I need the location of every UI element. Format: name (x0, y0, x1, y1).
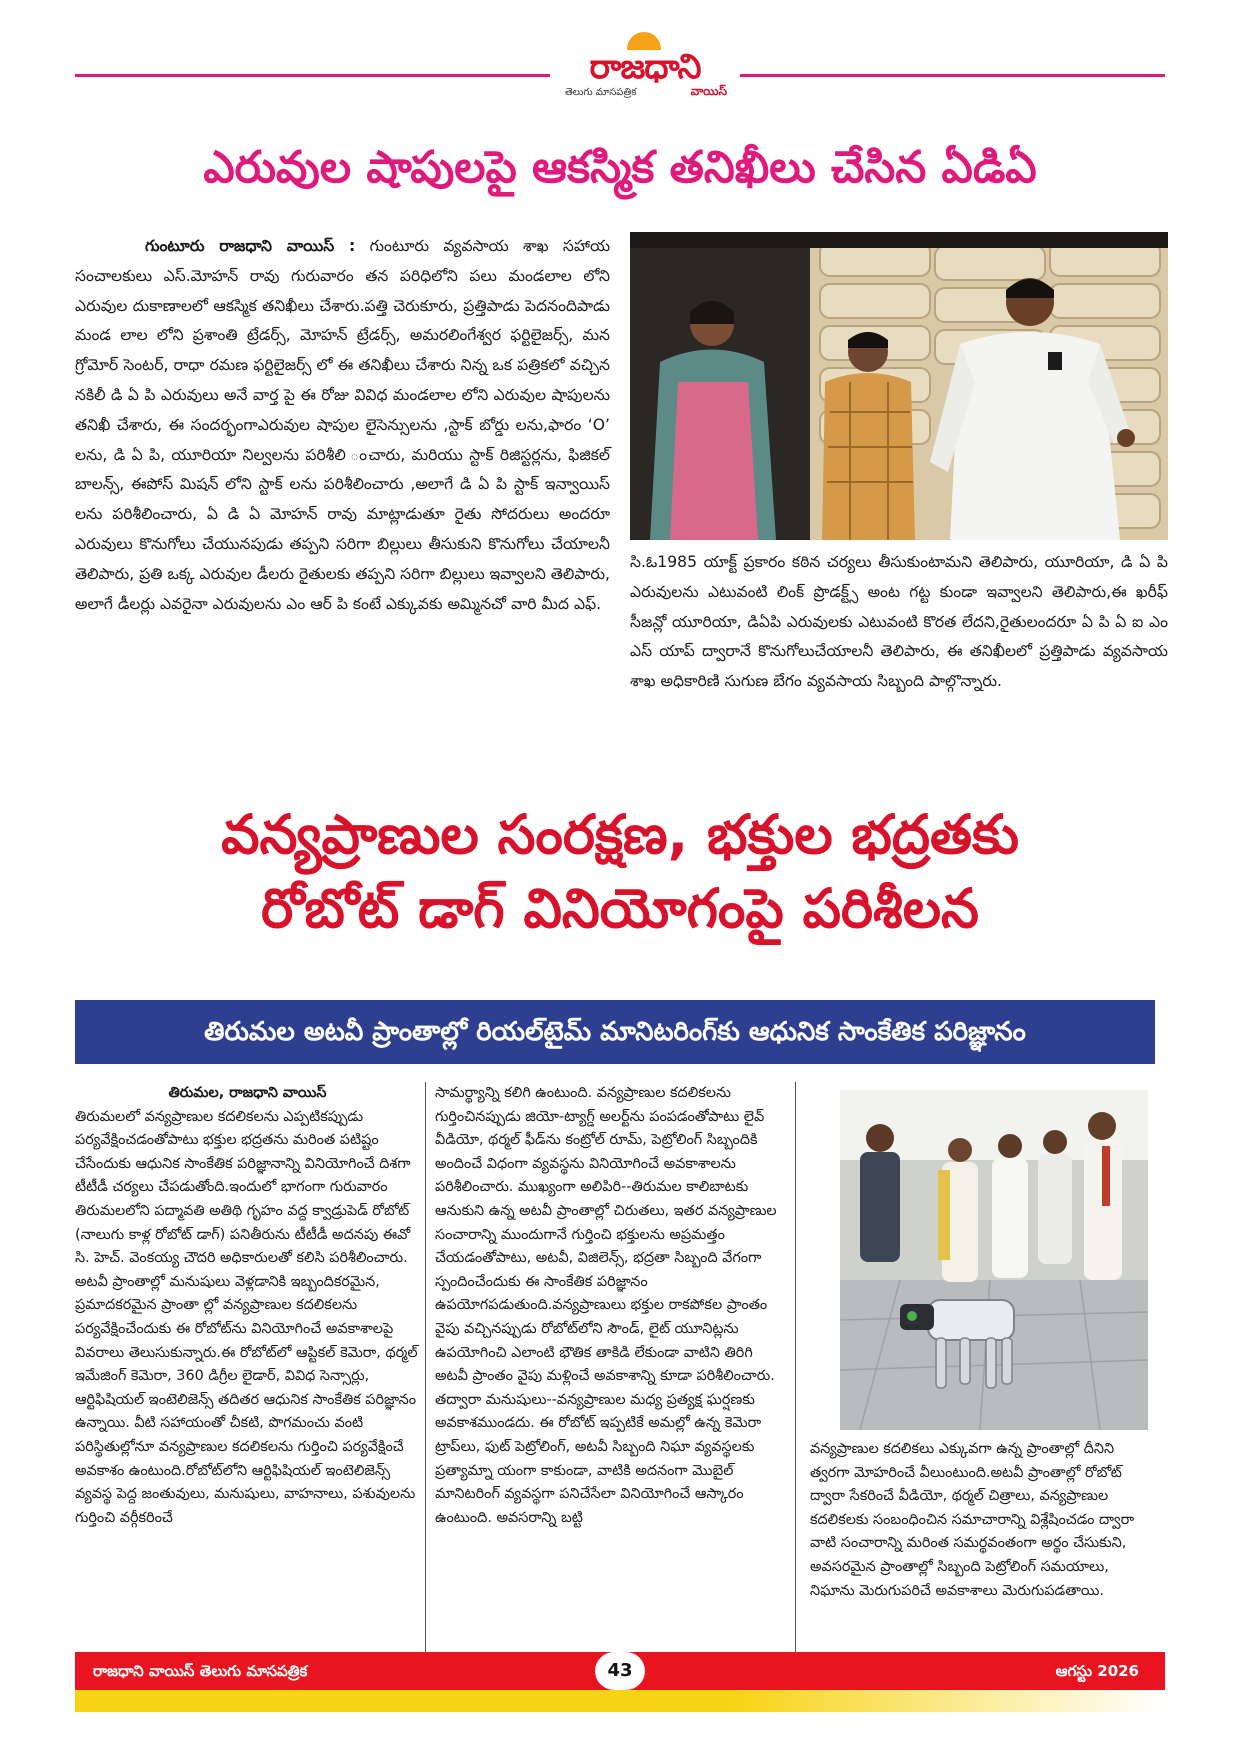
article2-headline (75, 798, 1165, 946)
article2-photo (840, 1090, 1148, 1430)
article1-photo (630, 232, 1168, 540)
article1-body (75, 232, 610, 619)
column-divider (795, 1082, 796, 1660)
page-footer (75, 1652, 1165, 1690)
publication-logo (555, 32, 735, 102)
article2-dateline: తిరుమల, రాజధాని వాయిస్ (168, 1085, 327, 1101)
article1-dateline: గుంటూరు రాజధాని వాయిస్ : (145, 237, 356, 255)
article2-col1-text: తిరుమలలో వన్యప్రాణుల కదలికలను ఎప్పటికప్పుడు పర్యవేక్షించడంతోపాటు భక్తుల భద్రతను మరింత పటిష్టం చేసేందుకు ఆధునిక సాంకేతిక పరిజ్ఞానాన్ని వినియోగించే దిశగా టీటీడీ చర్యలు చేపడుతోంది.ఇందులో భాగంగా గురువారం తిరుమలలోని పద్మావతి అతిథి గృహం వద్ద క్వాడ్రుపెడ్ రోబోట్ (నాలుగు కాళ్ల రోబోట్ డాగ్) పనితీరును టీటీడీ అదనపు ఈవో సి. హెచ్. వెంకయ్య చౌదరి అధికారులతో కలిసి పరిశీలించారు. అటవీ ప్రాంతాల్లో మనుషులు వెళ్లడానికి ఇబ్బందికరమైన, ప్రమాదకరమైన ప్రాంతా ల్లో వన్యప్రాణుల కదలికలను పర్యవేక్షించేందుకు ఈ రోబోట్‌ను వినియోగించే అవకాశాలపై వివరాలు తెలుసుకున్నారు.ఈ రోబోట్‌లో ఆప్టికల్ కెమెరా, థర్మల్ ఇమేజింగ్ కెమెరా, 360 డిగ్రీల లైడార్, వివిధ సెన్సార్లు, ఆర్టిఫిషియల్ ఇంటెలిజెన్స్ తదితర ఆధునిక సాంకేతిక పరిజ్ఞానం ఉన్నాయి. వీటి సహాయంతో చీకటి, పొగమంచు వంటి పరిస్థితుల్లోనూ వన్యప్రాణుల కదలికలను గుర్తించి పర్యవేక్షించే అవకాశం ఉంటుంది.రోబోట్‌లోని ఆర్టిఫిషియల్ ఇంటెలిజెన్స్ వ్యవస్థ పెద్ద జంతువులు, మనుషులు, వాహనాలు, పశువులను గుర్తించి వర్గీకరించే (75, 1108, 418, 1526)
article1-text: గుంటూరు వ్యవసాయ శాఖ సహాయ సంచాలకులు ఎస్.మోహన్ రావు గురువారం తన పరిధిలోని పలు మండలాల లోని ఎరువుల దుకాణాలలో ఆకస్మిక తనిఖీలు చేశారు.పత్తి చెరుకూరు, ప్రత్తిపాడు పెదనందిపాడు మండ లాల లోని ప్రశాంతి ట్రేడర్స్, మోహన్ ట్రేడర్స్, అమరలింగేశ్వర ఫర్టిలైజర్స్, మన గ్రోమోర్ సెంటర్, రాధా రమణ ఫర్టిలైజర్స్ లో ఈ తనిఖీలు చేశారు నిన్న ఒక పత్రికలో వచ్చిన నకిలీ డి ఏ పి ఎరువులు అనే వార్త పై ఈ రోజు వివిధ మండలాల లోని ఎరువుల షాపులను తనిఖీ చేశారు, ఈ సందర్భంగాఎరువుల షాపుల లైసెన్సులను ,స్టాక్ బోర్డు లను,ఫారం ‘O’ లను, డి ఏ పి, యూరియా నిల్వలను పరిశీలి ంచారు, మరియు స్టాక్ రిజిస్టర్లను, ఫిజికల్ బాలన్స్, ఈపోస్ మిషన్ లోని స్టాక్ లను పరిశీలించారు ,అలాగే డి ఏ పి స్టాక్ ఇన్వాయిస్ లను పరిశీలించారు, ఏ డి ఏ మోహన్ రావు మాట్లాడుతూ రైతు సోదరులు అందరూ ఎరువులు కొనుగోలు చేయునపుడు తప్పని సరిగా బిల్లులు తీసుకుని కొనుగోలు చేయాలనీ తెలిపారు, ప్రతి ఒక్క ఎరువుల డీలరు రైతులకు తప్పని సరిగా బిల్లులు ఇవ్వాలని తెలిపారు, అలాగే డీలర్లు ఎవరైనా ఎరువులను ఎం ఆర్ పి కంటే ఎక్కువకు అమ్మినచో వారి మీద ఎఫ్. (75, 237, 610, 613)
masthead-rule-right (740, 74, 1165, 77)
robot-dog-inspection-photo (840, 1090, 1148, 1430)
article2-subhead-banner: తిరుమల అటవీ ప్రాంతాల్లో రియల్‌టైమ్ మానిటరింగ్‌కు ఆధునిక సాంకేతిక పరిజ్ఞానం (75, 1000, 1155, 1064)
logo-voice: వాయిస్ (690, 84, 727, 98)
logo-title: రాజధాని (589, 47, 701, 87)
article2-headline-line2: రోబోట్ డాగ్ వినియోగంపై పరిశీలన (261, 877, 979, 940)
column-divider (425, 1082, 426, 1660)
footer-date: ఆగస్టు 2026 (1055, 1662, 1139, 1680)
article2-column-2: సామర్థ్యాన్ని కలిగి ఉంటుంది. వన్యప్రాణుల కదలికలను గుర్తించినప్పుడు జియో-ట్యాగ్డ్ అలర్ట్‌ను పంపడంతోపాటు లైవ్ వీడియో, థర్మల్ ఫీడ్‌ను కంట్రోల్ రూమ్, పెట్రోలింగ్ సిబ్బందికి అందించే విధంగా వ్యవస్థను వినియోగించే అవకాశాలను పరిశీలించారు. ముఖ్యంగా అలిపిరి--తిరుమల కాలిబాటకు ఆనుకుని ఉన్న అటవీ ప్రాంతాల్లో చిరుతలు, ఇతర వన్యప్రాణుల సంచారాన్ని ముందుగానే గుర్తించి భక్తులను అప్రమత్తం చేయడంతోపాటు, అటవీ, విజిలెన్స్, భద్రతా సిబ్బంది వేగంగా స్పందించేందుకు ఈ సాంకేతిక పరిజ్ఞానం ఉపయోగపడుతుంది.వన్యప్రాణులు భక్తుల రాకపోకల ప్రాంతం వైపు వచ్చినప్పుడు రోబోట్‌లోని సౌండ్, లైట్ యూనిట్లను ఉపయోగించి ఎలాంటి భౌతిక తాకిడి లేకుండా వాటిని తిరిగి అటవీ ప్రాంతం వైపు మళ్లించే అవకాశాన్ని కూడా పరిశీలించారు. తద్వారా మనుషులు--వన్యప్రాణుల మధ్య ప్రత్యక్ష ఘర్షణకు అవకాశముండదు. ఈ రోబోట్ ఇప్పటికే అమల్లో ఉన్న కెమెరా ట్రాప్‌లు, ఫుట్ పెట్రోలింగ్, అటవీ సిబ్బంది నిఘా వ్యవస్థలకు ప్రత్యామ్నా యంగా కాకుండా, వాటికి అదనంగా మొబైల్ మానిటరింగ్ వ్యవస్థగా పనిచేసేలా వినియోగించే ఆస్కారం ఉంటుంది. అవసరాన్ని బట్టి (435, 1085, 777, 1526)
article2-column-1 (75, 1082, 420, 1530)
article2-headline-line1: వన్యప్రాణుల సంరక్షణ, భక్తుల భద్రతకు (221, 803, 1019, 866)
page-number: 43 (595, 1652, 645, 1690)
footer-stripe (75, 1690, 1165, 1712)
article1-headline: ఎరువుల షాపులపై ఆకస్మిక తనిఖీలు చేసిన ఏడిఏ (203, 142, 1037, 193)
masthead (75, 24, 1165, 104)
masthead-rule-left (75, 74, 550, 77)
logo-subtitle: తెలుగు మాసపత్రిక (565, 87, 637, 98)
article2-column-3: వన్యప్రాణుల కదలికలు ఎక్కువగా ఉన్న ప్రాంతాల్లో దీనిని త్వరగా మోహరించే వీలుంటుంది.అటవీ ప్రాంతాల్లో రోబోట్ ద్వారా సేకరించే వీడియో, థర్మల్ చిత్రాలు, వన్యప్రాణుల కదలికలకు సంబంధించిన సమాచారాన్ని విశ్లేషించడం ద్వారా వాటి సంచారాన్ని మరింత సమర్థవంతంగా అర్థం చేసుకుని, అవసరమైన ప్రాంతాల్లో సిబ్బంది పెట్రోలింగ్ సమయాలు, నిఘాను మెరుగుపరిచే అవకాశాలు మెరుగుపడతాయి. (810, 1441, 1135, 1599)
footer-publication: రాజధాని వాయిస్ తెలుగు మాసపత్రిక (93, 1662, 308, 1680)
fertilizer-shop-photo (630, 232, 1168, 540)
article1-continuation: సి.ఓ1985 యాక్ట్ ప్రకారం కఠిన చర్యలు తీసుకుంటామని తెలిపారు, యూరియా, డి ఏ పి ఎరువులను ఎటువంటి లింక్ ప్రొడక్ట్స్ అంట గట్ట కుండా ఇవ్వాలని తెలిపారు,ఈ ఖరీఫ్ సీజన్లో యూరియా, డిఏపి ఎరువులకు ఎటువంటి కొరత లేదని,రైతులందరూ ఏ పి ఏ ఐ ఎం ఎస్ యాప్ ద్వారానే కొనుగోలుచేయాలనీ తెలిపారు, ఈ తనిఖీలలో ప్రత్తిపాడు వ్యవసాయ శాఖ అధికారిణి సుగుణ బేగం వ్యవసాయ సిబ్బంది పాల్గొన్నారు. (630, 553, 1168, 691)
